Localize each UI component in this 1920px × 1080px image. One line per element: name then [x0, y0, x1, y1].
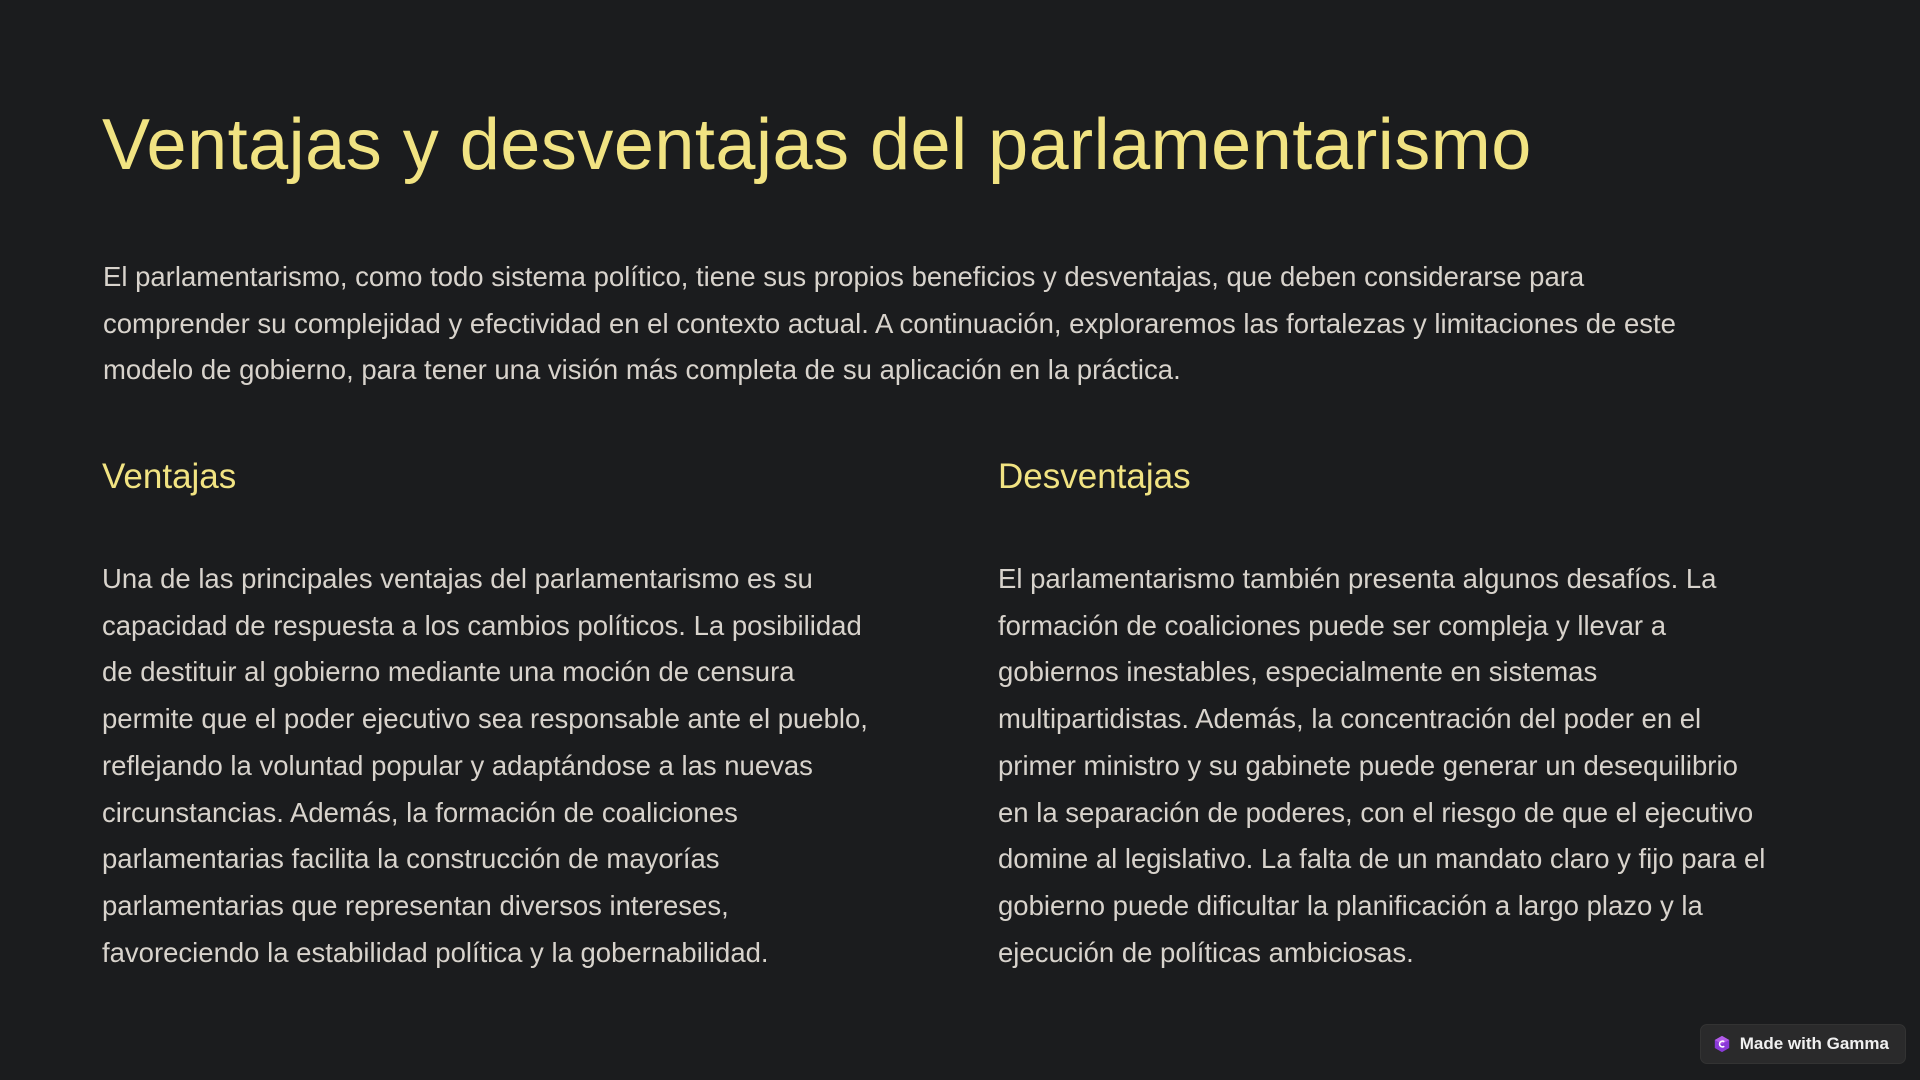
- made-with-gamma-badge[interactable]: [1700, 1024, 1906, 1064]
- body-line: de destituir al gobierno mediante una moción de censura: [102, 656, 795, 688]
- body-line: domine al legislativo. La falta de un mandato claro y fijo para el: [998, 843, 1766, 875]
- body-line: en la separación de poderes, con el riesgo de que el ejecutivo: [998, 796, 1754, 828]
- body-line: multipartidistas. Además, la concentración del poder en el: [998, 703, 1702, 735]
- body-line: favoreciendo la estabilidad política y la gobernabilidad.: [102, 936, 769, 968]
- body-line: permite que el poder ejecutivo sea responsable ante el pueblo,: [102, 703, 868, 735]
- intro-line: El parlamentarismo, como todo sistema político, tiene sus propios beneficios y desventajas, que deben considerarse para: [103, 261, 1585, 292]
- desventajas-column: [998, 452, 1878, 976]
- body-line: parlamentarias que representan diversos intereses,: [102, 889, 729, 921]
- ventajas-body: [102, 556, 982, 976]
- ventajas-heading: Ventajas: [102, 457, 237, 496]
- body-line: capacidad de respuesta a los cambios políticos. La posibilidad: [102, 609, 862, 641]
- body-line: gobierno puede dificultar la planificación a largo plazo y la: [998, 889, 1703, 921]
- desventajas-heading: Desventajas: [998, 457, 1191, 496]
- body-line: parlamentarias facilita la construcción de mayorías: [102, 843, 720, 875]
- page-title: Ventajas y desventajas del parlamentarismo: [102, 105, 1532, 185]
- body-line: circunstancias. Además, la formación de coaliciones: [102, 796, 738, 828]
- gamma-logo-icon: [1713, 1035, 1731, 1053]
- body-line: Una de las principales ventajas del parlamentarismo es su: [102, 563, 813, 594]
- body-line: El parlamentarismo también presenta algunos desafíos. La: [998, 563, 1717, 594]
- intro-line: modelo de gobierno, para tener una visión más completa de su aplicación en la práctica.: [103, 354, 1181, 385]
- ventajas-column: [102, 452, 982, 976]
- body-line: primer ministro y su gabinete puede generar un desequilibrio: [998, 749, 1738, 781]
- intro-line: comprender su complejidad y efectividad en el contexto actual. A continuación, exploraremos las fortalezas y limitaciones de este: [103, 307, 1676, 339]
- body-line: gobiernos inestables, especialmente en sistemas: [998, 656, 1598, 688]
- badge-label: Made with Gamma: [1739, 1034, 1889, 1053]
- body-line: reflejando la voluntad popular y adaptándose a las nuevas: [102, 749, 813, 781]
- intro-paragraph: [103, 254, 1893, 394]
- desventajas-body: [998, 556, 1878, 976]
- body-line: formación de coaliciones puede ser compleja y llevar a: [998, 609, 1666, 641]
- body-line: ejecución de políticas ambiciosas.: [998, 936, 1414, 968]
